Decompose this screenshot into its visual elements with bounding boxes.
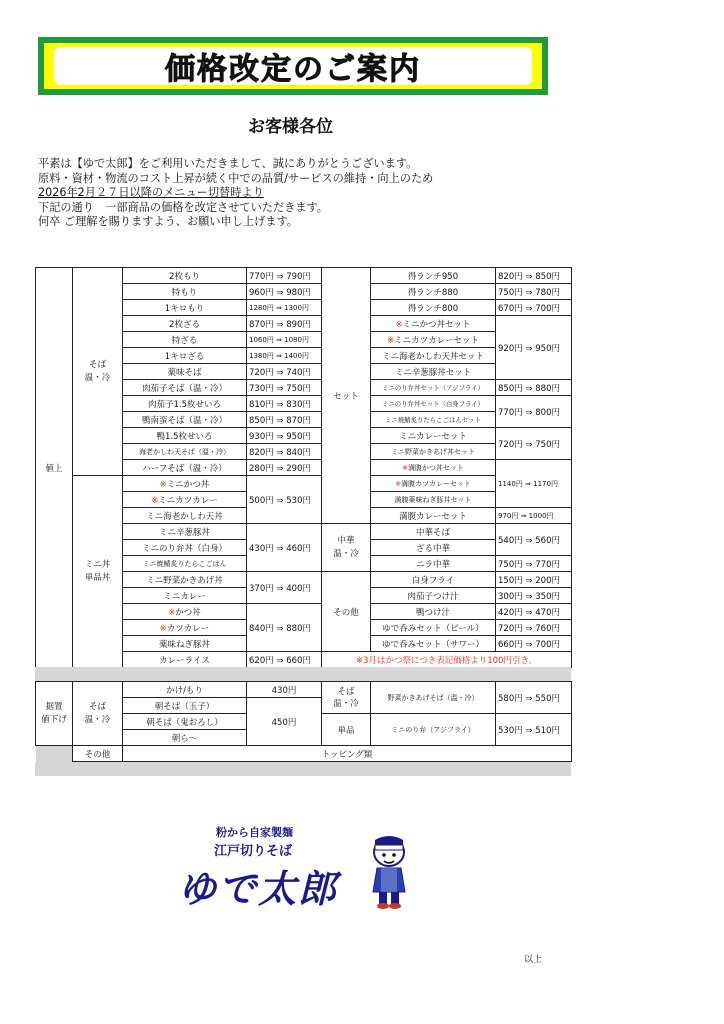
menu-item: ミニカレーセット xyxy=(371,428,496,444)
menu-item: 得ランチ800 xyxy=(371,300,496,316)
menu-item: 特ざる xyxy=(123,332,247,348)
gray-cell xyxy=(36,746,73,762)
menu-item: ミニのり弁（アジフライ） xyxy=(371,714,496,746)
menu-item: 1キロもり xyxy=(123,300,247,316)
price-cell: 370円 ⇒ 400円 xyxy=(247,572,322,604)
price-cell: 770円 ⇒ 800円 xyxy=(496,396,572,428)
price-cell: 820円 ⇒ 850円 xyxy=(496,268,572,284)
menu-item xyxy=(371,332,496,348)
price-cell: 960円 ⇒ 980円 xyxy=(247,284,322,300)
separator-band xyxy=(35,667,571,681)
menu-item: ミニ海老かしわ天丼 xyxy=(123,508,247,524)
menu-item-label: ミニカツカレーセット xyxy=(394,335,479,346)
menu-item: ミニ海老かしわ天丼セット xyxy=(371,348,496,364)
menu-item: 得ランチ950 xyxy=(371,268,496,284)
price-cell: 1280円 ⇒ 1300円 xyxy=(247,300,322,316)
menu-item: 薬味そば xyxy=(123,364,247,380)
star-mark: ※ xyxy=(159,479,167,490)
menu-item xyxy=(123,476,247,492)
menu-item: 朝ら～ xyxy=(123,730,247,746)
closing-mark: 以上 xyxy=(524,955,543,965)
price-cell: 720円 ⇒ 740円 xyxy=(247,364,322,380)
category-suoki: 据置 値下げ xyxy=(36,682,73,746)
menu-item: 肉茄子そば（温・冷） xyxy=(123,380,247,396)
menu-item: 海老かしわ天そば（温・冷） xyxy=(123,444,247,460)
intro-line-2: 原料・資材・物流のコスト上昇が続く中での品質/サービスの維持・向上のため xyxy=(38,171,434,185)
menu-item: 特もり xyxy=(123,284,247,300)
menu-item: 薬味ねぎ豚丼 xyxy=(123,636,247,652)
menu-item: 満腹薬味ねぎ豚丼セット xyxy=(371,492,496,508)
intro-line-5: 何卒 ご理解を賜りますよう、お願い申し上げます。 xyxy=(38,215,298,228)
menu-item xyxy=(371,460,496,476)
star-mark: ※ xyxy=(168,607,176,618)
menu-item: ミニのり弁丼セット（アジフライ） xyxy=(371,380,496,396)
price-cell: 500円 ⇒ 530円 xyxy=(247,476,322,524)
menu-item-label: かつ丼 xyxy=(175,607,201,618)
category-tanpin: 単品 xyxy=(322,714,371,746)
menu-item-label: 満腹カツカレーセット xyxy=(401,479,471,488)
price-cell: 730円 ⇒ 750円 xyxy=(247,380,322,396)
menu-item xyxy=(123,604,247,620)
price-cell: 850円 ⇒ 880円 xyxy=(496,380,572,396)
category-other-fixed: その他 xyxy=(73,746,123,762)
intro-line-3: 2026年2月２７日以降のメニュー切替時より xyxy=(38,186,264,199)
price-cell: 920円 ⇒ 950円 xyxy=(496,316,572,380)
intro-line-4: 下記の通り 一部商品の価格を改定させていただきます。 xyxy=(38,200,328,214)
menu-item-label: カツカレー xyxy=(166,623,210,634)
menu-item: 肉茄子つけ汁 xyxy=(371,588,496,604)
logo-tagline: 粉から自家製麺 xyxy=(216,826,293,839)
price-cell: 820円 ⇒ 840円 xyxy=(247,444,322,460)
price-cell: 530円 ⇒ 510円 xyxy=(496,714,572,746)
category-chuka: 中華 温・冷 xyxy=(322,524,371,572)
katsu-festival-note: ※3月はかつ祭につき表記価格より100円引き。 xyxy=(322,652,572,668)
separator-band-bottom xyxy=(35,762,571,776)
brand-logo xyxy=(178,818,378,918)
menu-item: 鴨南蛮そば（温・冷） xyxy=(123,412,247,428)
price-cell: 1380円 ⇒ 1400円 xyxy=(247,348,322,364)
menu-item: 肉茄子1.5枚せいろ xyxy=(123,396,247,412)
menu-item: ミニ野菜かきあげ丼セット xyxy=(371,444,496,460)
price-cell: 810円 ⇒ 830円 xyxy=(247,396,322,412)
menu-item-label: ミニかつ丼セット xyxy=(402,319,471,330)
star-mark: ※ xyxy=(402,463,408,472)
intro-text xyxy=(38,157,433,230)
menu-item: ミニのり弁丼（白身） xyxy=(123,540,247,556)
price-cell: 720円 ⇒ 760円 xyxy=(496,620,572,636)
price-increase-table xyxy=(35,267,572,668)
price-cell: 540円 ⇒ 560円 xyxy=(496,524,572,556)
menu-item: ミニカレー xyxy=(123,588,247,604)
menu-item: ざる中華 xyxy=(371,540,496,556)
menu-item: 鴨つけ汁 xyxy=(371,604,496,620)
price-cell: 670円 ⇒ 700円 xyxy=(496,300,572,316)
price-cell: 970円 ⇒ 1000円 xyxy=(496,508,572,524)
price-cell: 870円 ⇒ 890円 xyxy=(247,316,322,332)
category-soba-right: そば 温・冷 xyxy=(322,682,371,714)
menu-item: カレーライス xyxy=(123,652,247,668)
menu-item: 鴨1.5枚せいろ xyxy=(123,428,247,444)
menu-item: ミニのり弁丼セット（白身フライ） xyxy=(371,396,496,412)
price-cell: 150円 ⇒ 200円 xyxy=(496,572,572,588)
menu-item: 2枚ざる xyxy=(123,316,247,332)
menu-item: 得ランチ880 xyxy=(371,284,496,300)
menu-item xyxy=(123,492,247,508)
price-cell: 300円 ⇒ 350円 xyxy=(496,588,572,604)
price-cell: 840円 ⇒ 880円 xyxy=(247,604,322,652)
menu-item: 白身フライ xyxy=(371,572,496,588)
category-neage: 値上 xyxy=(36,268,73,668)
topping-label: トッピング類 xyxy=(123,746,572,762)
menu-item: 1キロざる xyxy=(123,348,247,364)
category-soba-fixed: そば 温・冷 xyxy=(73,682,123,746)
menu-item: ミニ辛葱豚丼セット xyxy=(371,364,496,380)
logo-subtitle: 江戸切りそば xyxy=(214,844,293,859)
price-cell: 450円 xyxy=(247,698,322,746)
title-banner xyxy=(38,37,548,95)
price-cell: 750円 ⇒ 780円 xyxy=(496,284,572,300)
price-cell: 850円 ⇒ 870円 xyxy=(247,412,322,428)
star-mark: ※ xyxy=(159,623,167,634)
mascot-icon xyxy=(367,830,413,910)
menu-item: ミニ野菜かきあげ丼 xyxy=(123,572,247,588)
category-set: セット xyxy=(322,268,371,524)
price-cell: 430円 ⇒ 460円 xyxy=(247,524,322,572)
menu-item xyxy=(371,316,496,332)
menu-item: 朝そば（鬼おろし） xyxy=(123,714,247,730)
category-other: その他 xyxy=(322,572,371,652)
menu-item: ミニ辛葱豚丼 xyxy=(123,524,247,540)
price-cell: 580円 ⇒ 550円 xyxy=(496,682,572,714)
menu-item: 朝そば（玉子） xyxy=(123,698,247,714)
menu-item: 2枚もり xyxy=(123,268,247,284)
menu-item: 野菜かきあげそば（温・冷） xyxy=(371,682,496,714)
menu-item-label: ミニカツカレー xyxy=(158,495,218,506)
menu-item: 中華そば xyxy=(371,524,496,540)
banner-title: 価格改定のご案内 xyxy=(54,47,532,85)
greeting: お客様各位 xyxy=(248,117,333,137)
menu-item: ミニ焼鯖炙りたらこごはんセット xyxy=(371,412,496,428)
menu-item: かけ/もり xyxy=(123,682,247,698)
price-cell: 620円 ⇒ 660円 xyxy=(247,652,322,668)
price-cell: 280円 ⇒ 290円 xyxy=(247,460,322,476)
price-cell: 1140円 ⇒ 1170円 xyxy=(496,460,572,508)
price-cell: 770円 ⇒ 790円 xyxy=(247,268,322,284)
price-cell: 750円 ⇒ 770円 xyxy=(496,556,572,572)
price-cell: 720円 ⇒ 750円 xyxy=(496,428,572,460)
menu-item-label: 満腹かつ丼セット xyxy=(407,463,464,472)
price-fixed-table xyxy=(35,681,572,762)
intro-line-1: 平素は【ゆで太郎】をご利用いただきまして、誠にありがとうございます。 xyxy=(38,157,418,170)
category-soba: そば 温・冷 xyxy=(73,268,123,476)
menu-item: ハーフそば（温・冷） xyxy=(123,460,247,476)
menu-item: 満腹カレーセット xyxy=(371,508,496,524)
price-cell: 430円 xyxy=(247,682,322,698)
price-cell: 660円 ⇒ 700円 xyxy=(496,636,572,652)
menu-item xyxy=(371,476,496,492)
menu-item: ゆで呑みセット（サワー） xyxy=(371,636,496,652)
menu-item: ニラ中華 xyxy=(371,556,496,572)
menu-item: ミニ焼鯖炙りたらこごはん xyxy=(123,556,247,572)
star-mark: ※ xyxy=(151,495,159,506)
star-mark: ※ xyxy=(395,479,401,488)
menu-item xyxy=(123,620,247,636)
menu-item-label: ミニかつ丼 xyxy=(166,479,210,490)
logo-brand: ゆで太郎 xyxy=(178,866,339,911)
price-cell: 1060円 ⇒ 1080円 xyxy=(247,332,322,348)
star-mark: ※ xyxy=(387,335,395,346)
price-cell: 930円 ⇒ 950円 xyxy=(247,428,322,444)
star-mark: ※ xyxy=(395,319,403,330)
menu-item: ゆで呑みセット（ビール） xyxy=(371,620,496,636)
price-cell: 420円 ⇒ 470円 xyxy=(496,604,572,620)
category-mini-don: ミニ丼 単品丼 xyxy=(73,476,123,668)
